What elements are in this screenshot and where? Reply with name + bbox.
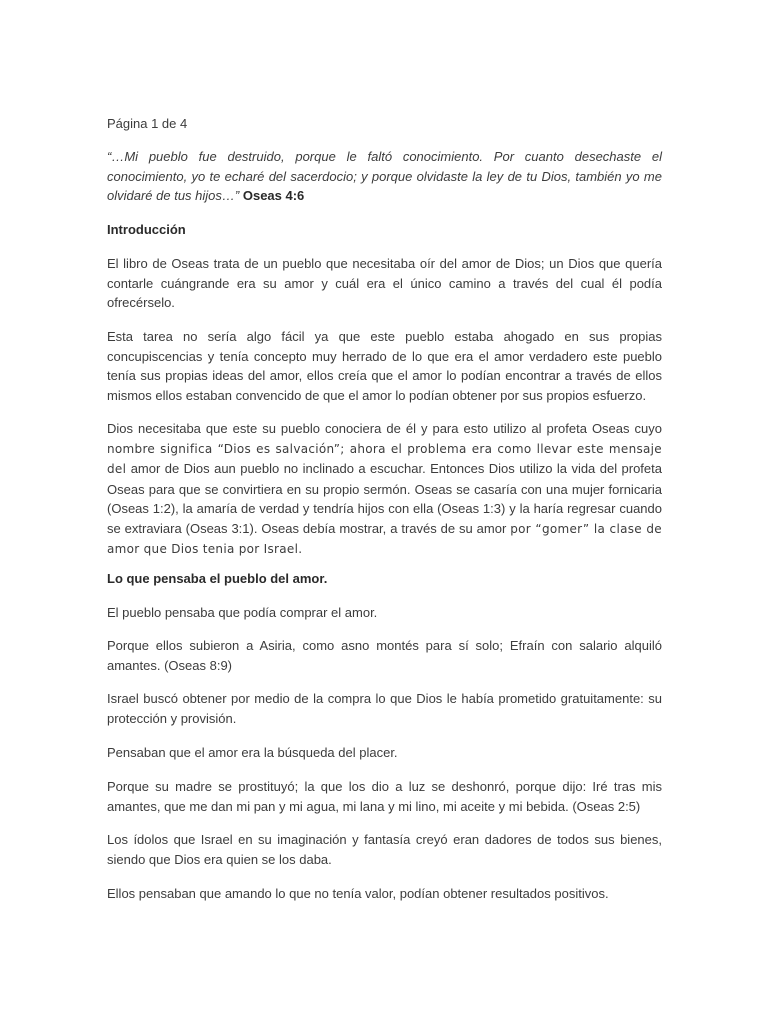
quote-text: “…Mi pueblo fue destruido, porque le faltó conocimiento. Por cuanto desechaste el conocimiento, yo te echaré del sacerdocio; y porque olvidaste la ley de tu Dios, también yo me olvidaré de tus hijos…” [107, 149, 662, 203]
section-paragraph-6: Los ídolos que Israel en su imaginación y fantasía creyó eran dadores de todos sus bienes, siendo que Dios era quien se los daba. [107, 832, 662, 867]
intro-paragraph-3-line-a: Dios necesitaba que este su pueblo conociera de él y para esto utilizo al profeta Oseas cuyo [107, 421, 662, 436]
quote-reference: Oseas 4:6 [242, 188, 305, 203]
section-paragraph-7: Ellos pensaban que amando lo que no tenía valor, podían obtener resultados positivos. [107, 886, 609, 901]
section-paragraph-4: Pensaban que el amor era la búsqueda del placer. [107, 745, 398, 760]
section-paragraph-1: El pueblo pensaba que podía comprar el amor. [107, 605, 378, 620]
section-heading: Lo que pensaba el pueblo del amor. [107, 571, 328, 586]
intro-paragraph-3-line-d: por “gomer” la clase de amor que Dios tenia por Israel. [107, 521, 662, 556]
section-paragraph-5: Porque su madre se prostituyó; la que los dio a luz se deshonró, porque dijo: Iré tras mis amantes, que me dan mi pan y mi agua, mi lana y mi lino, mi aceite y mi bebida. (Oseas 2:5) [107, 779, 662, 814]
intro-paragraph-3 [107, 419, 662, 560]
section-paragraph-3: Israel buscó obtener por medio de la compra lo que Dios le había prometido gratuitamente: su protección y provisión. [107, 691, 662, 726]
intro-paragraph-3-line-b: nombre significa “Dios es salvación”; ahora el problema era como llevar este mensaje del [107, 441, 662, 476]
intro-paragraph-3-line-c: amor de Dios aun pueblo no inclinado a escuchar. Entonces Dios utilizo la vida del profeta Oseas para que se convirtiera en su propio sermón. Oseas se casaría con una mujer fornicaria (Oseas 1:2), la amaría de verdad y tendría hijos con ella (Oseas 1:3) y la haría regresar cuando se extraviara (Oseas 3:1). Oseas debía mostrar, a través de su amor [107, 461, 662, 536]
page-number: Página 1 de 4 [107, 116, 188, 131]
section-paragraph-2: Porque ellos subieron a Asiria, como asno montés para sí solo; Efraín con salario alquiló amantes. (Oseas 8:9) [107, 638, 662, 673]
intro-paragraph-1: El libro de Oseas trata de un pueblo que necesitaba oír del amor de Dios; un Dios que quería contarle cuángrande era su amor y cuál era el único camino a través del cual él podía ofrecérselo. [107, 256, 662, 310]
intro-heading: Introducción [107, 222, 186, 237]
intro-paragraph-2: Esta tarea no sería algo fácil ya que este pueblo estaba ahogado en sus propias concupiscencias y tenía concepto muy herrado de lo que era el amor verdadero este pueblo tenía sus propias ideas del amor, ellos creía que el amor lo podían encontrar a través de ellos mismos ellos estaban convencido de que el amor lo podían obtener por sus propios esfuerzo. [107, 329, 662, 403]
opening-quote [107, 147, 662, 206]
